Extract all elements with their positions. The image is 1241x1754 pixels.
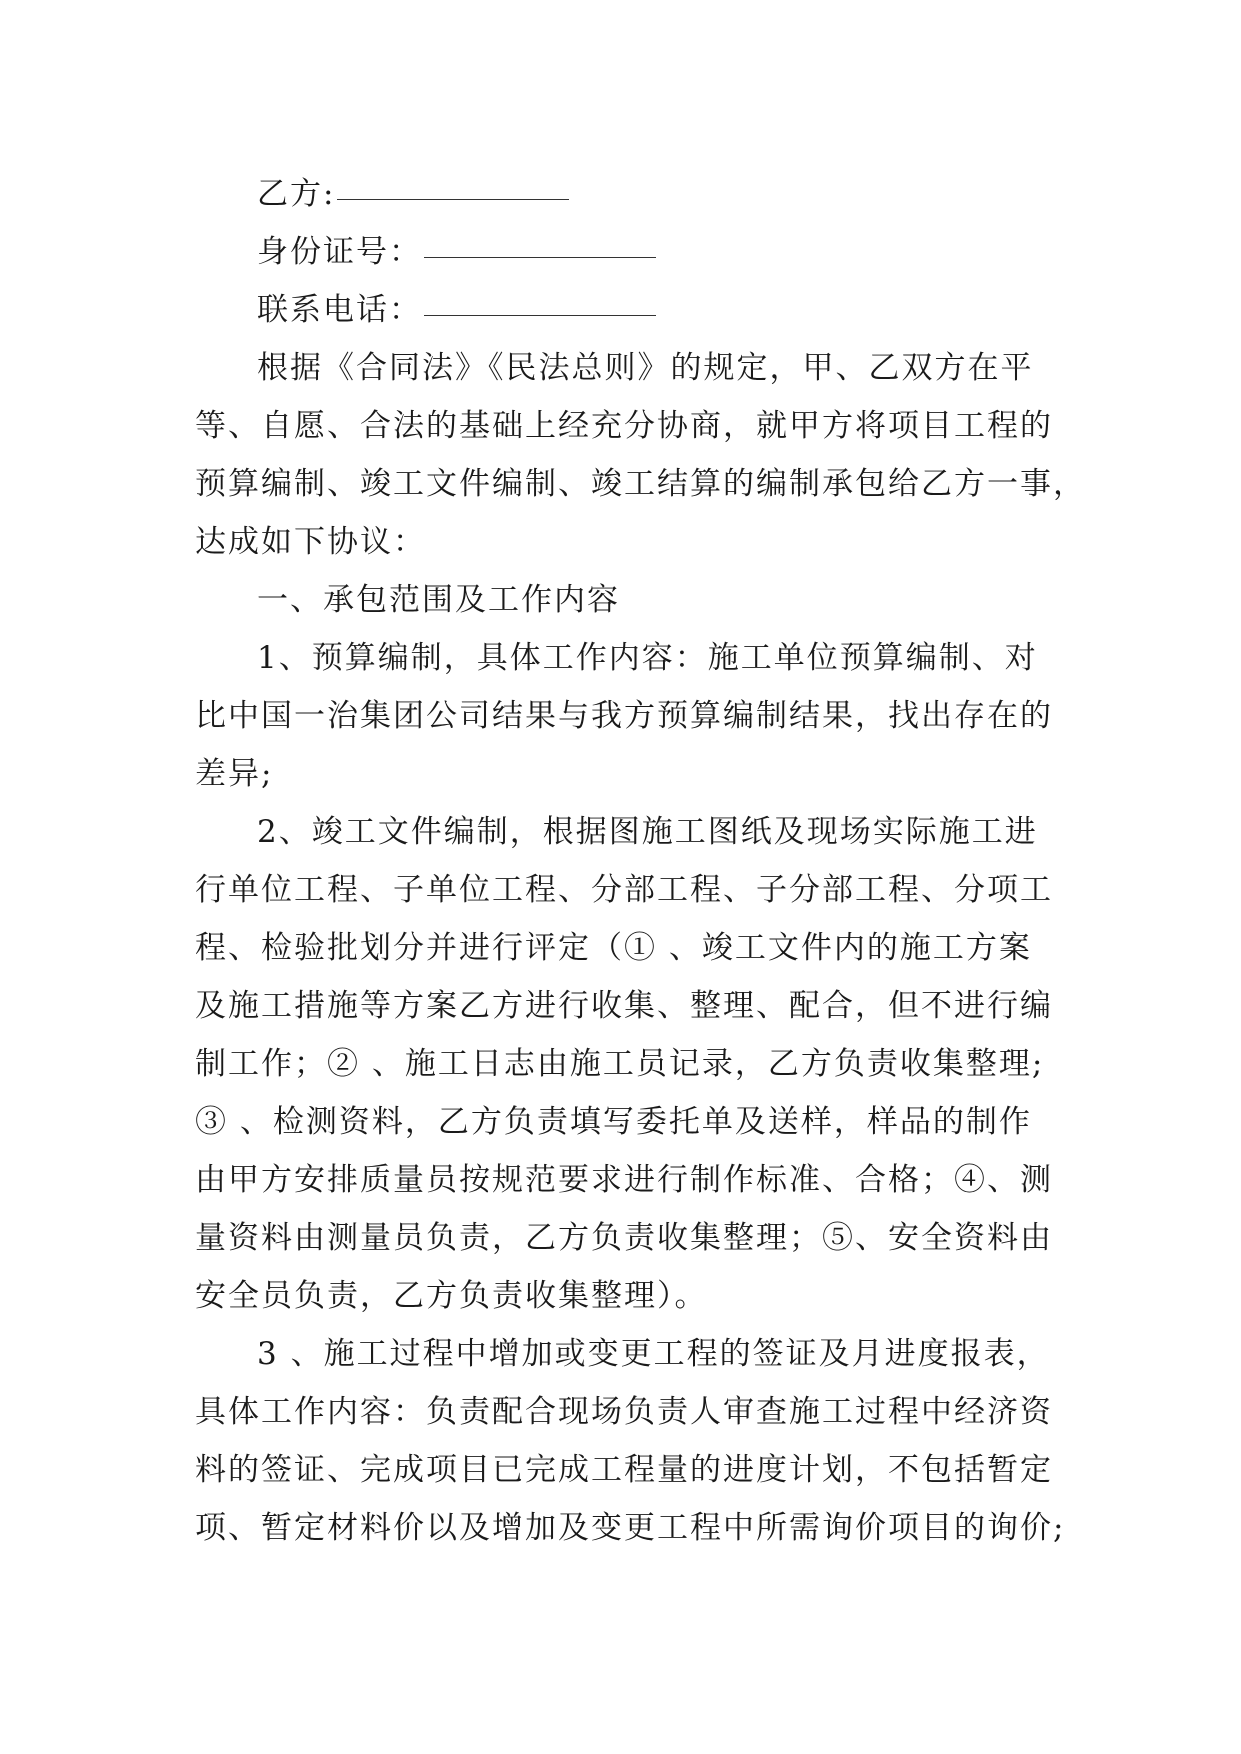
text-line: 制工作；② 、施工日志由施工员记录，乙方负责收集整理;	[195, 1046, 1045, 1082]
text-line: 比中国一治集团公司结果与我方预算编制结果，找出存在的	[195, 698, 1053, 734]
text-line: 料的签证、完成项目已完成工程量的进度计划，不包括暂定	[195, 1452, 1053, 1488]
party-b-label: 乙方:	[257, 176, 336, 212]
text-line: 安全员负责，乙方负责收集整理）。	[195, 1278, 708, 1314]
text-line: 根据《合同法》《民法总则》的规定，甲、乙双方在平	[257, 350, 1034, 386]
text-line: 3 、施工过程中增加或变更工程的签证及月进度报表，	[257, 1336, 1050, 1372]
text-line: 由甲方安排质量员按规范要求进行制作标准、合格；④、测	[195, 1162, 1053, 1198]
text-line: ③ 、检测资料，乙方负责填写委托单及送样，样品的制作	[195, 1104, 1032, 1140]
id-number-field	[195, 223, 1055, 281]
text-line: 项、暂定材料价以及增加及变更工程中所需询价项目的询价;	[195, 1510, 1066, 1546]
text-line: 量资料由测量员负责，乙方负责收集整理；⑤、安全资料由	[195, 1220, 1053, 1256]
phone-blank	[424, 315, 656, 316]
text-line: 2、竣工文件编制，根据图施工图纸及现场实际施工进	[257, 814, 1038, 850]
text-line: 等、自愿、合法的基础上经充分协商，就甲方将项目工程的	[195, 408, 1053, 444]
party-b-field	[195, 165, 1055, 223]
text-line: 程、检验批划分并进行评定（① 、竣工文件内的施工方案	[195, 930, 1032, 966]
text-line: 及施工措施等方案乙方进行收集、整理、配合，但不进行编	[195, 988, 1053, 1024]
text-line: 预算编制、竣工文件编制、竣工结算的编制承包给乙方一事，	[195, 466, 1086, 502]
phone-field	[195, 281, 1055, 339]
text-line: 行单位工程、子单位工程、分部工程、子分部工程、分项工	[195, 872, 1053, 908]
party-b-blank	[337, 199, 569, 200]
text-line: 一、承包范围及工作内容	[257, 582, 620, 618]
text-line: 具体工作内容：负责配合现场负责人审查施工过程中经济资	[195, 1394, 1053, 1430]
text-line: 差异;	[195, 756, 274, 792]
id-number-blank	[424, 257, 656, 258]
document-body	[195, 165, 1086, 1557]
text-line: 达成如下协议：	[195, 524, 426, 560]
phone-label: 联系电话：	[257, 292, 422, 328]
text-line: 1、预算编制，具体工作内容：施工单位预算编制、对	[257, 640, 1038, 676]
body-text	[195, 339, 1086, 1557]
id-number-label: 身份证号：	[257, 234, 422, 270]
